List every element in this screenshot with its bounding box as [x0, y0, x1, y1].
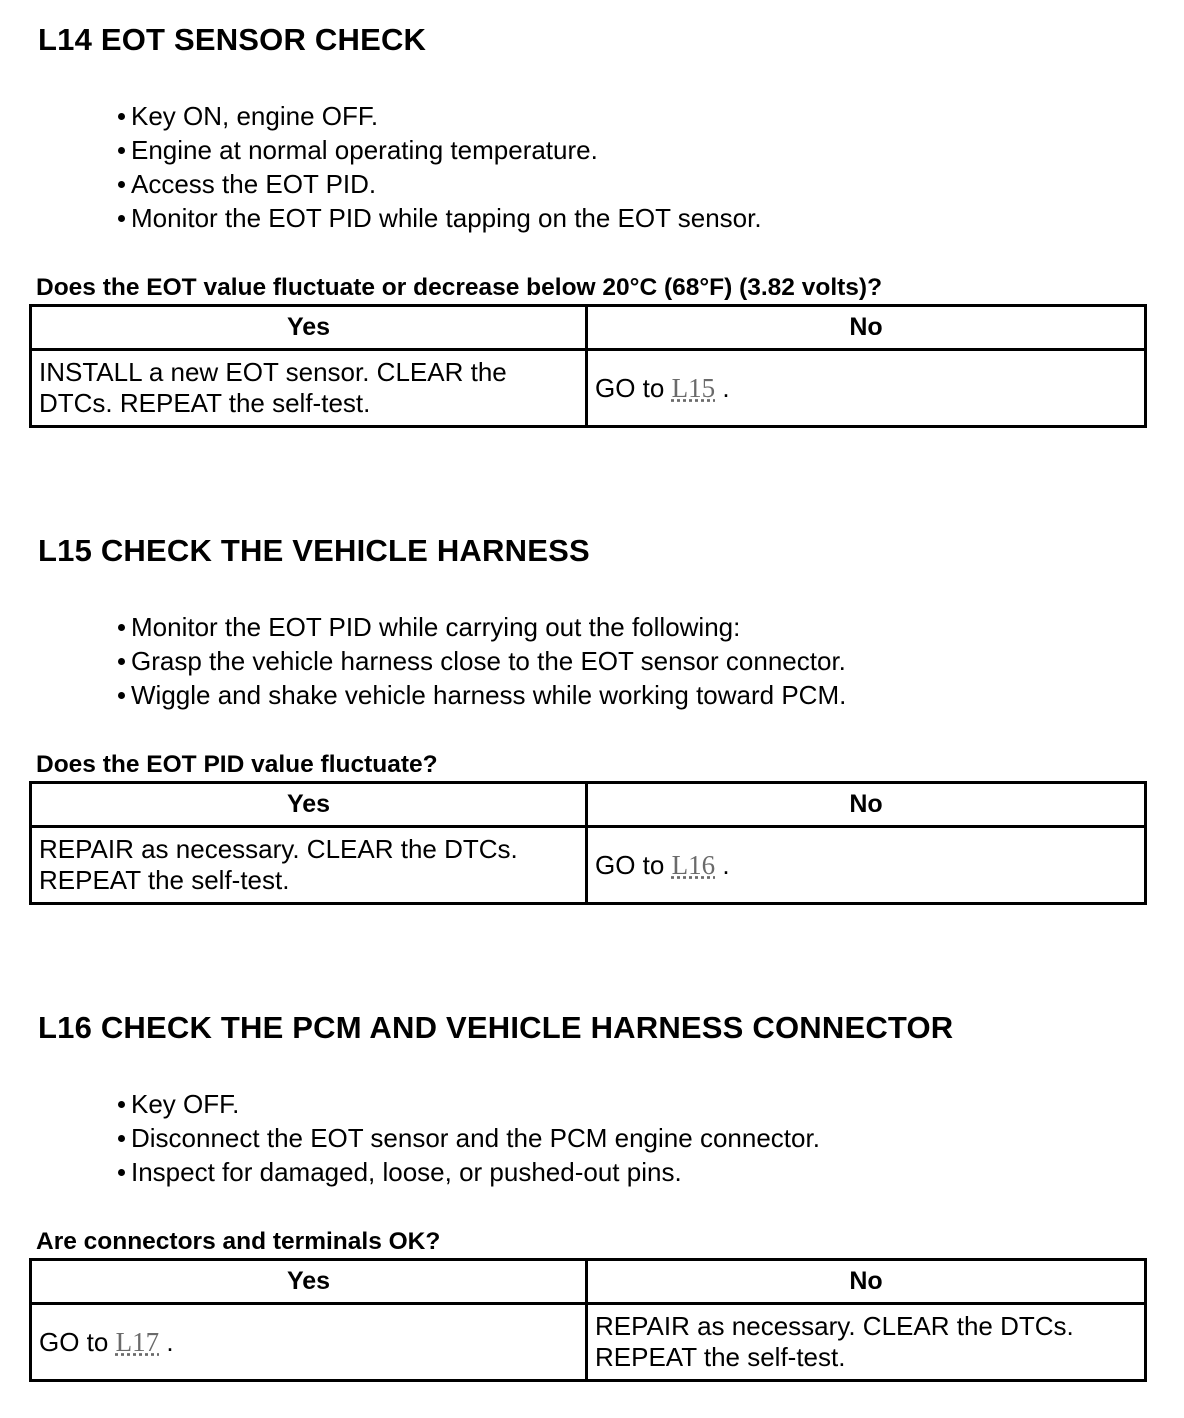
step-title: L16 CHECK THE PCM AND VEHICLE HARNESS CONNECTOR: [38, 1010, 954, 1045]
bullet-icon: [118, 624, 125, 631]
step-title: L15 CHECK THE VEHICLE HARNESS: [38, 533, 590, 568]
list-item: Monitor the EOT PID while carrying out the following:: [118, 610, 846, 644]
no-action: REPAIR as necessary. CLEAR the DTCs. REPEAT the self-test.: [587, 1304, 1146, 1381]
no-header: No: [587, 783, 1146, 827]
list-item: Engine at normal operating temperature.: [118, 133, 762, 167]
yes-action: INSTALL a new EOT sensor. CLEAR the DTCs. REPEAT the self-test.: [31, 350, 587, 427]
goto-link-l17[interactable]: L17: [115, 1326, 160, 1357]
result-table: [29, 781, 1147, 905]
no-action: GO to L15 .: [587, 350, 1146, 427]
step-instructions: [118, 1087, 820, 1189]
step-question: Are connectors and terminals OK?: [36, 1228, 441, 1255]
step-question: Does the EOT PID value fluctuate?: [36, 751, 438, 778]
yes-action: REPAIR as necessary. CLEAR the DTCs. REPEAT the self-test.: [31, 827, 587, 904]
step-title: L14 EOT SENSOR CHECK: [38, 22, 427, 57]
result-table: [29, 304, 1147, 428]
bullet-icon: [118, 147, 125, 154]
bullet-icon: [118, 1135, 125, 1142]
step-instructions: [118, 610, 846, 712]
yes-header: Yes: [31, 306, 587, 350]
result-table: [29, 1258, 1147, 1382]
yes-header: Yes: [31, 783, 587, 827]
list-item: Grasp the vehicle harness close to the EOT sensor connector.: [118, 644, 846, 678]
list-item: Key ON, engine OFF.: [118, 99, 762, 133]
no-action: GO to L16 .: [587, 827, 1146, 904]
bullet-icon: [118, 658, 125, 665]
step-instructions: [118, 99, 762, 235]
goto-link-l15[interactable]: L15: [671, 372, 716, 403]
step-question: Does the EOT value fluctuate or decrease below 20°C (68°F) (3.82 volts)?: [36, 274, 883, 301]
list-item: Monitor the EOT PID while tapping on the EOT sensor.: [118, 201, 762, 235]
bullet-icon: [118, 692, 125, 699]
bullet-icon: [118, 181, 125, 188]
no-header: No: [587, 1260, 1146, 1304]
bullet-icon: [118, 1101, 125, 1108]
yes-action: GO to L17 .: [31, 1304, 587, 1381]
list-item: Disconnect the EOT sensor and the PCM engine connector.: [118, 1121, 820, 1155]
bullet-icon: [118, 1169, 125, 1176]
no-header: No: [587, 306, 1146, 350]
bullet-icon: [118, 113, 125, 120]
yes-header: Yes: [31, 1260, 587, 1304]
bullet-icon: [118, 215, 125, 222]
list-item: Key OFF.: [118, 1087, 820, 1121]
list-item: Wiggle and shake vehicle harness while working toward PCM.: [118, 678, 846, 712]
list-item: Inspect for damaged, loose, or pushed-out pins.: [118, 1155, 820, 1189]
list-item: Access the EOT PID.: [118, 167, 762, 201]
goto-link-l16[interactable]: L16: [671, 849, 716, 880]
